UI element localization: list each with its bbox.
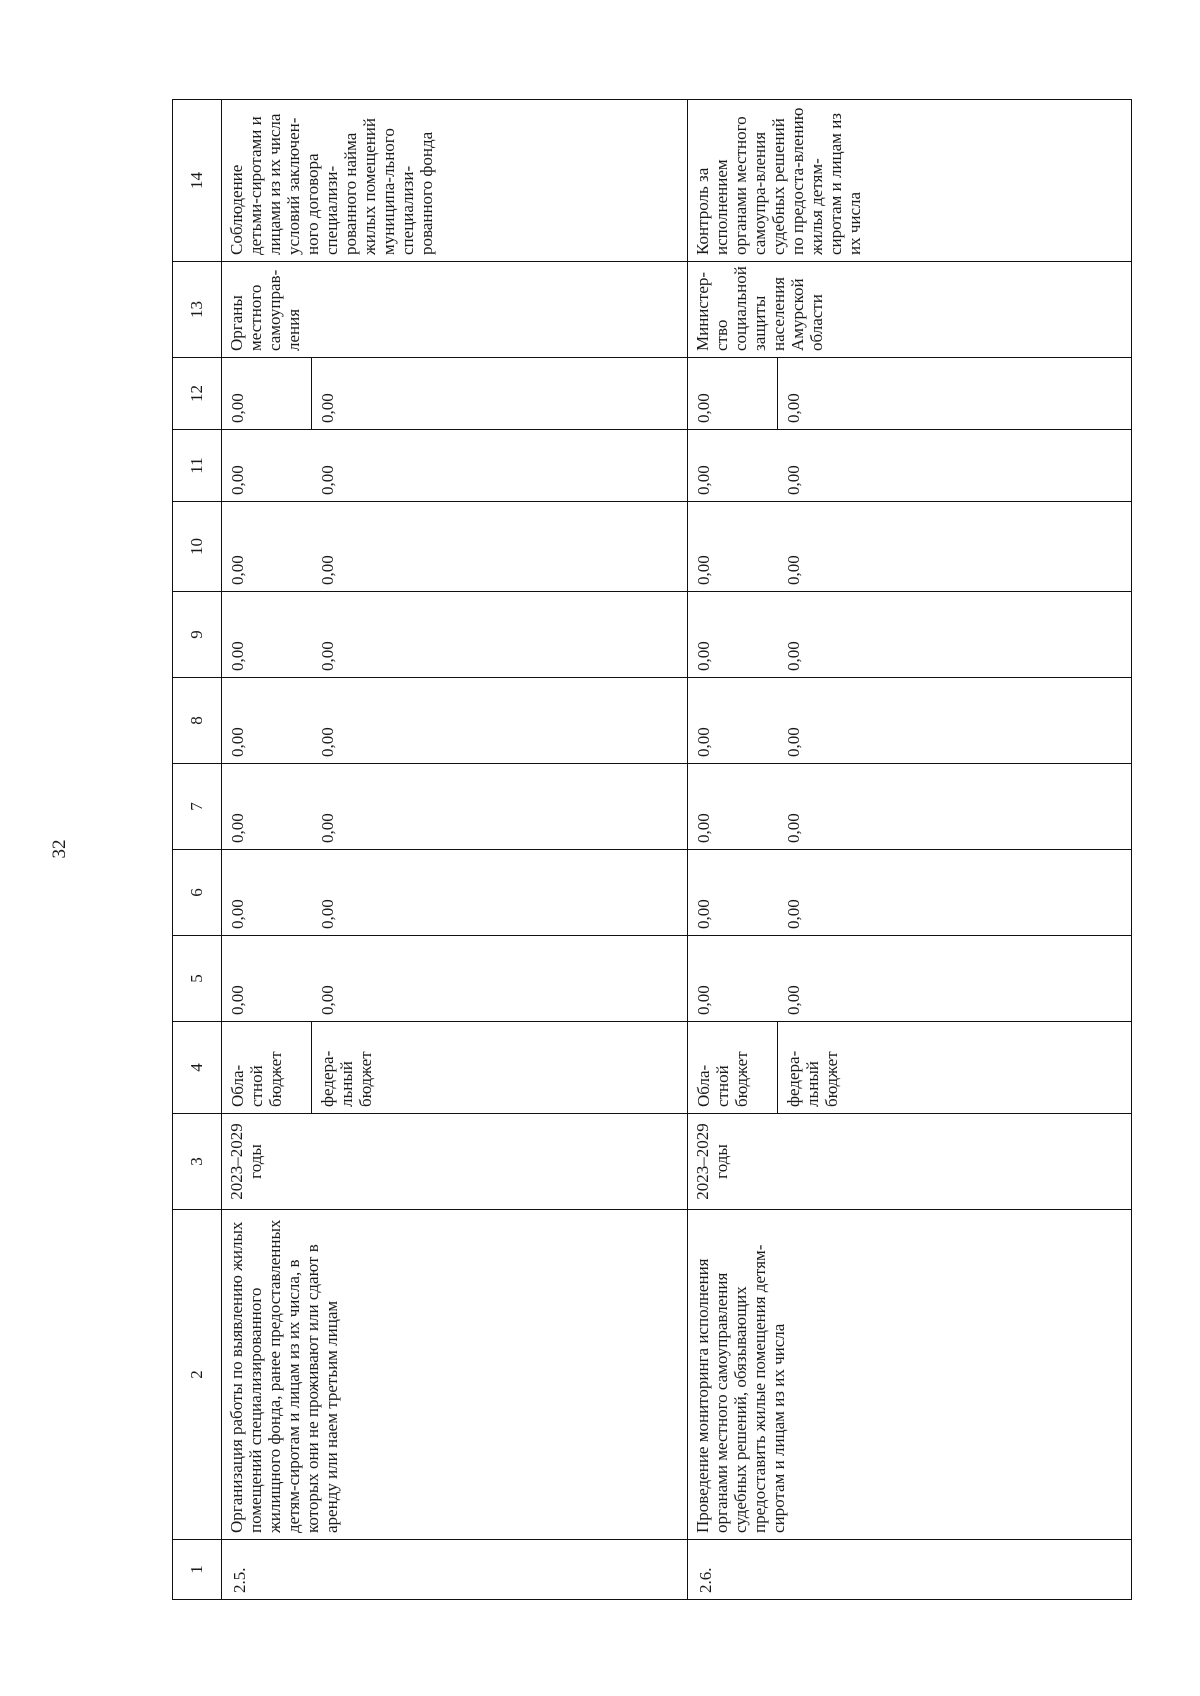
value-federal: 0,00: [318, 393, 337, 423]
value-cell: [222, 678, 688, 764]
budget-regional: Обла-стной бюджет: [688, 1022, 778, 1113]
value-regional: 0,00: [694, 813, 713, 843]
value-cell: [688, 430, 1132, 502]
value-federal: 0,00: [318, 985, 337, 1015]
page-number: 32: [49, 839, 70, 859]
value-cell: [688, 764, 1132, 850]
measure-name: Организация работы по выявлению жилых помещений специализированного жилищного фонда, ранее предоставленных детям-сиротам и лицам из их числа, в которых они не проживают или сдают в аренду или наем третьим лицам: [222, 1210, 688, 1540]
value-cell: [222, 936, 688, 1022]
header-cell: 6: [173, 850, 222, 936]
header-cell: 13: [173, 262, 222, 358]
value-federal: 0,00: [784, 465, 803, 495]
value-regional: 0,00: [228, 465, 247, 495]
value-cell: [222, 850, 688, 936]
value-cell: [222, 502, 688, 592]
budget-sources: [688, 1022, 1132, 1114]
value-federal: 0,00: [318, 465, 337, 495]
value-cell: [222, 592, 688, 678]
table-row: [222, 100, 688, 1600]
value-regional: 0,00: [228, 813, 247, 843]
value-cell: [688, 678, 1132, 764]
header-cell: 9: [173, 592, 222, 678]
value-federal: 0,00: [784, 985, 803, 1015]
measure-name: Проведение мониторинга исполнения органами местного самоуправления судебных решений, обязывающих предоставить жилые помещения детям-сиротам и лицам из их числа: [688, 1210, 1132, 1540]
value-regional: 0,00: [694, 899, 713, 929]
header-cell: 11: [173, 430, 222, 502]
row-number: 2.5.: [222, 1540, 688, 1600]
value-regional: 0,00: [694, 465, 713, 495]
header-cell: 12: [173, 358, 222, 430]
value-regional: 0,00: [228, 899, 247, 929]
row-number: 2.6.: [688, 1540, 1132, 1600]
executor: Министер-ство социальной защиты населения Амурской области: [688, 262, 1132, 358]
value-federal: 0,00: [318, 899, 337, 929]
value-federal: 0,00: [784, 727, 803, 757]
period: 2023–2029 годы: [688, 1114, 1132, 1210]
header-cell: 10: [173, 502, 222, 592]
program-table-sheet: [172, 100, 1126, 1600]
value-federal: 0,00: [318, 727, 337, 757]
value-federal: 0,00: [784, 555, 803, 585]
header-cell: 8: [173, 678, 222, 764]
value-regional: 0,00: [694, 641, 713, 671]
header-row: [173, 100, 222, 1600]
value-federal: 0,00: [318, 555, 337, 585]
value-cell: [688, 502, 1132, 592]
header-cell: 4: [173, 1022, 222, 1114]
header-cell: 14: [173, 100, 222, 262]
value-federal: 0,00: [784, 813, 803, 843]
value-regional: 0,00: [222, 358, 312, 429]
period: 2023–2029 годы: [222, 1114, 688, 1210]
value-cell: [688, 592, 1132, 678]
value-regional: 0,00: [694, 727, 713, 757]
budget-sources: [222, 1022, 688, 1114]
header-cell: 2: [173, 1210, 222, 1540]
budget-regional: Обла-стной бюджет: [222, 1022, 312, 1113]
value-regional: 0,00: [688, 358, 778, 429]
header-cell: 7: [173, 764, 222, 850]
executor: Органы местного самоуправ-ления: [222, 262, 688, 358]
table-row: [688, 100, 1132, 1600]
value-regional: 0,00: [694, 555, 713, 585]
value-cell: [688, 936, 1132, 1022]
header-cell: 5: [173, 936, 222, 1022]
value-regional: 0,00: [228, 555, 247, 585]
value-cell: [688, 850, 1132, 936]
value-federal: 0,00: [318, 813, 337, 843]
value-cell: [222, 764, 688, 850]
value-cell: [222, 430, 688, 502]
header-cell: 3: [173, 1114, 222, 1210]
program-table: [172, 99, 1132, 1600]
expected-result: Соблюдение детьми-сиротами и лицами из их числа условий заключен-ного договора специализи-рованного найма жилых помещений муниципа-льного специализи-рованного фонда: [222, 100, 688, 262]
header-cell: 1: [173, 1540, 222, 1600]
value-regional: 0,00: [694, 985, 713, 1015]
value-regional: 0,00: [228, 985, 247, 1015]
value-regional: 0,00: [228, 641, 247, 671]
value-cell: [688, 358, 1132, 430]
value-federal: 0,00: [784, 641, 803, 671]
expected-result: Контроль за исполнением органами местного самоупра-вления судебных решений по предоста-влению жилья детям-сиротам и лицам из их числа: [688, 100, 1132, 262]
budget-federal: федера-льный бюджет: [318, 1050, 376, 1107]
budget-federal: федера-льный бюджет: [784, 1050, 842, 1107]
value-cell: [222, 358, 688, 430]
value-federal: 0,00: [318, 641, 337, 671]
value-federal: 0,00: [784, 393, 803, 423]
value-federal: 0,00: [784, 899, 803, 929]
value-regional: 0,00: [228, 727, 247, 757]
